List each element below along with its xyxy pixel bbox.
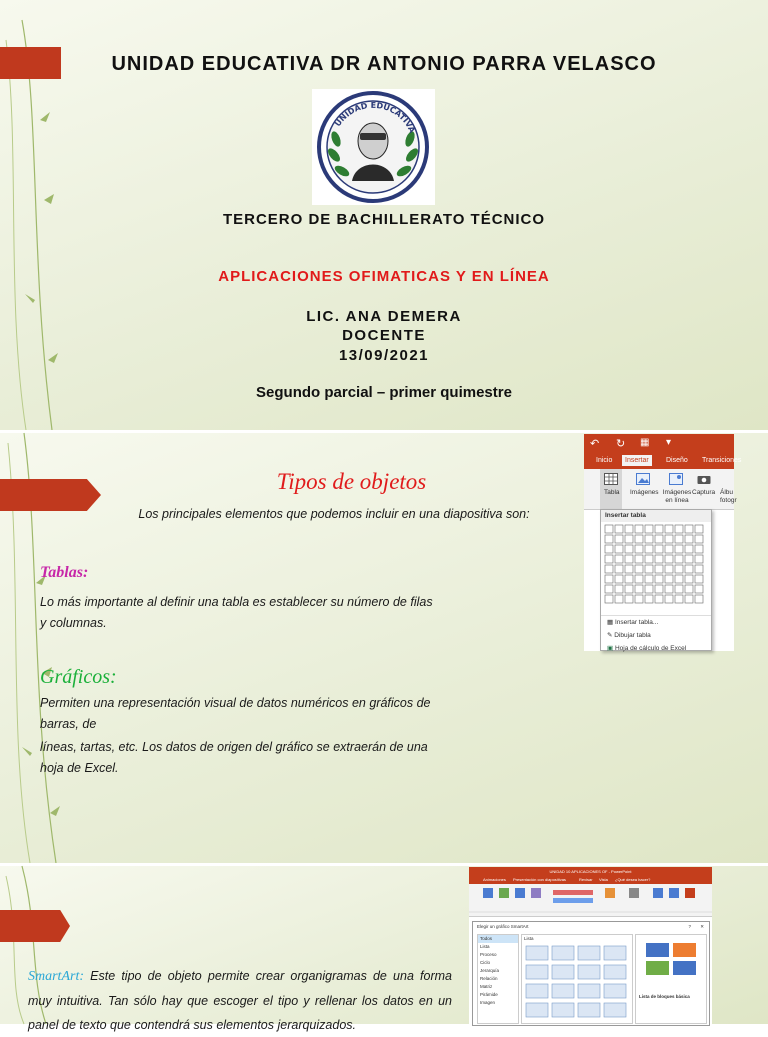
grid-cell bbox=[625, 595, 633, 603]
grid-cell bbox=[605, 595, 613, 603]
layout-thumbnail bbox=[578, 984, 600, 998]
category-item[interactable]: Imagen bbox=[480, 1000, 496, 1005]
layout-thumbnail bbox=[604, 984, 626, 998]
grid-cell bbox=[675, 535, 683, 543]
album-label: Álbu fotogr bbox=[720, 489, 737, 504]
grid-cell bbox=[605, 525, 613, 533]
menu-header: Insertar tabla bbox=[601, 510, 711, 522]
tabla-button[interactable] bbox=[600, 469, 622, 509]
grid-cell bbox=[605, 545, 613, 553]
tab-transiciones[interactable]: Transiciones bbox=[702, 457, 742, 464]
table-icon bbox=[604, 473, 618, 485]
grid-cell bbox=[655, 545, 663, 553]
grid-cell bbox=[695, 555, 703, 563]
grid-cell bbox=[695, 535, 703, 543]
menu-item-excel-sheet[interactable]: ▣ Hoja de cálculo de Excel bbox=[607, 645, 687, 652]
grid-icon: ▦ bbox=[607, 619, 615, 626]
layout-gallery bbox=[521, 934, 633, 1024]
pencil-icon: ✎ bbox=[607, 632, 615, 639]
category-item[interactable]: Ciclo bbox=[480, 960, 491, 965]
album-button[interactable] bbox=[720, 469, 736, 509]
school-name: UNIDAD EDUCATIVA DR ANTONIO PARRA VELASCO bbox=[111, 53, 657, 75]
grid-cell bbox=[625, 535, 633, 543]
grid-cell bbox=[615, 565, 623, 573]
grid-cell bbox=[645, 535, 653, 543]
grid-cell bbox=[695, 545, 703, 553]
layout-thumbnail bbox=[578, 946, 600, 960]
gallery-header: Lista bbox=[524, 936, 534, 941]
grid-cell bbox=[685, 565, 693, 573]
imagenes-label: Imágenes bbox=[630, 489, 659, 496]
tab-animaciones[interactable]: Animaciones bbox=[483, 877, 506, 882]
graficos-text-1: Permiten una representación visual de datos numéricos en gráficos de barras, de bbox=[40, 696, 431, 731]
period-label: Segundo parcial – primer quimestre bbox=[256, 384, 512, 401]
grid-cell bbox=[685, 525, 693, 533]
grid-cell bbox=[695, 585, 703, 593]
grid-cell bbox=[685, 595, 693, 603]
ribbon-screenshot bbox=[584, 434, 742, 652]
grid-cell bbox=[605, 575, 613, 583]
slide-3 bbox=[0, 866, 768, 1032]
grid-cell bbox=[625, 565, 633, 573]
menu-item-insert-table[interactable]: ▦ Insertar tabla... bbox=[607, 619, 659, 626]
tab-revisar[interactable]: Revisar bbox=[579, 877, 593, 882]
tab-vista[interactable]: Vista bbox=[599, 877, 608, 882]
layout-thumbnail bbox=[578, 1003, 600, 1017]
preview-pane bbox=[635, 934, 707, 1024]
imagenes-en-linea-button[interactable] bbox=[661, 469, 691, 509]
grid-cell bbox=[645, 565, 653, 573]
grid-cell bbox=[645, 545, 653, 553]
captura-label: Captura bbox=[692, 489, 716, 496]
seal-text: UNIDAD EDUCATIVA bbox=[333, 100, 417, 135]
subject-label: APLICACIONES OFIMATICAS Y EN LÍNEA bbox=[218, 268, 550, 285]
grid-cell bbox=[655, 565, 663, 573]
grid-cell bbox=[605, 535, 613, 543]
accent-tab bbox=[0, 910, 70, 942]
grid-cell bbox=[675, 525, 683, 533]
layout-thumbnails[interactable] bbox=[522, 942, 632, 1022]
category-item[interactable]: Pirámide bbox=[480, 992, 498, 997]
tabla-label: Tabla bbox=[604, 489, 620, 496]
graficos-text-2: líneas, tartas, etc. Los datos de origen del gráfico se extraerán de una hoja de Excel. bbox=[40, 740, 428, 775]
grid-cell bbox=[645, 575, 653, 583]
more-icon[interactable]: ▾ bbox=[666, 437, 672, 448]
grid-cell bbox=[655, 575, 663, 583]
grid-cell bbox=[695, 565, 703, 573]
grid-cell bbox=[685, 535, 693, 543]
grid-cell bbox=[685, 555, 693, 563]
layout-thumbnail bbox=[526, 1003, 548, 1017]
grid-cell bbox=[625, 555, 633, 563]
tab-inicio[interactable]: Inicio bbox=[596, 457, 613, 464]
tab-presentacion[interactable]: Presentación con diapositivas bbox=[513, 877, 566, 882]
table-grid-picker[interactable] bbox=[601, 522, 711, 610]
tablas-heading: Tablas: bbox=[40, 564, 89, 581]
present-icon[interactable]: ▦ bbox=[640, 437, 650, 448]
layout-thumbnail bbox=[604, 946, 626, 960]
category-item[interactable]: Relación bbox=[480, 976, 498, 981]
help-icon[interactable]: ? bbox=[688, 924, 691, 929]
grid-cell bbox=[615, 545, 623, 553]
smartart-screenshot bbox=[469, 867, 712, 1024]
grid-cell bbox=[685, 585, 693, 593]
slide-1 bbox=[0, 0, 768, 430]
grid-cell bbox=[655, 535, 663, 543]
ribbon-buttons bbox=[584, 469, 737, 510]
ribbon-icons bbox=[469, 884, 712, 916]
grid-cell bbox=[635, 565, 643, 573]
tab-diseno[interactable]: Diseño bbox=[666, 457, 688, 464]
intro-text: Los principales elementos que podemos incluir en una diapositiva son: bbox=[138, 507, 530, 521]
preview-caption: Lista de bloques básica bbox=[639, 994, 690, 999]
layout-thumbnail bbox=[526, 984, 548, 998]
image-icon bbox=[636, 473, 650, 485]
grid-cell bbox=[615, 535, 623, 543]
grid-cell bbox=[665, 555, 673, 563]
grid-cell bbox=[665, 565, 673, 573]
grid-cell bbox=[685, 575, 693, 583]
grid-cell bbox=[675, 595, 683, 603]
grid-cell bbox=[665, 585, 673, 593]
grid-cell bbox=[665, 545, 673, 553]
grid-cell bbox=[635, 555, 643, 563]
captura-button[interactable] bbox=[692, 469, 716, 509]
category-item[interactable]: Todos bbox=[478, 935, 518, 943]
grid-cell bbox=[695, 525, 703, 533]
slide-2 bbox=[0, 433, 768, 863]
grid-cell bbox=[665, 575, 673, 583]
layout-thumbnail bbox=[604, 965, 626, 979]
close-icon[interactable]: ✕ bbox=[700, 924, 704, 929]
school-seal-logo bbox=[312, 89, 435, 205]
quick-access-bar bbox=[584, 434, 734, 455]
tablas-text: Lo más importante al definir una tabla es establecer su número de filas y columnas. bbox=[40, 595, 433, 630]
category-list bbox=[477, 934, 519, 1024]
layout-thumbnail bbox=[526, 965, 548, 979]
layout-thumbnail bbox=[578, 965, 600, 979]
smartart-text: Este tipo de objeto permite crear organigramas de una forma muy intuitiva. Tan sólo hay que escoger el tipo y rellenar los datos en un panel de texto que contendrá sus elementos jerarquizados. bbox=[28, 969, 452, 1032]
grid-cell bbox=[625, 525, 633, 533]
ribbon-tabs bbox=[584, 455, 742, 469]
grid-cell bbox=[635, 545, 643, 553]
ribbon-tabs bbox=[469, 876, 712, 884]
tab-help[interactable]: ¿Qué desea hacer? bbox=[615, 877, 651, 882]
grid-cell bbox=[675, 565, 683, 573]
grid-cell bbox=[635, 575, 643, 583]
grid-cell bbox=[665, 535, 673, 543]
smartart-label: SmartArt: bbox=[28, 969, 84, 984]
grid-cell bbox=[615, 585, 623, 593]
grid-cell bbox=[675, 545, 683, 553]
grid-cell bbox=[635, 525, 643, 533]
window-title: UNIDAD 10 APLICACIONES OF - PowerPoint bbox=[469, 867, 712, 876]
teacher-role: DOCENTE bbox=[342, 327, 426, 344]
undo-icon[interactable]: ↶ bbox=[590, 438, 600, 450]
layout-thumbnail bbox=[604, 1003, 626, 1017]
grid-cell bbox=[615, 595, 623, 603]
teacher-name: LIC. ANA DEMERA bbox=[306, 308, 462, 325]
grid-cell bbox=[685, 545, 693, 553]
grid-cell bbox=[695, 595, 703, 603]
category-item[interactable]: Matriz bbox=[480, 984, 493, 989]
smartart-dialog bbox=[472, 921, 710, 1026]
grid-cell bbox=[655, 595, 663, 603]
grid-cell bbox=[645, 585, 653, 593]
layout-thumbnail bbox=[552, 984, 574, 998]
grid-cell bbox=[635, 535, 643, 543]
grid-cell bbox=[605, 565, 613, 573]
category-item[interactable]: Jerarquía bbox=[480, 968, 500, 973]
layout-thumbnail bbox=[552, 1003, 574, 1017]
category-item[interactable]: Proceso bbox=[480, 952, 497, 957]
grid-cell bbox=[615, 555, 623, 563]
layout-thumbnail bbox=[552, 946, 574, 960]
smartart-paragraph bbox=[28, 964, 452, 1037]
grid-cell bbox=[605, 585, 613, 593]
grid-cell bbox=[645, 595, 653, 603]
menu-items bbox=[601, 615, 711, 655]
grid-cell bbox=[665, 595, 673, 603]
grid-cell bbox=[625, 585, 633, 593]
date-label: 13/09/2021 bbox=[338, 347, 430, 364]
layout-thumbnail bbox=[552, 965, 574, 979]
excel-icon: ▣ bbox=[607, 645, 615, 652]
grid-cell bbox=[615, 575, 623, 583]
grid-cell bbox=[625, 545, 633, 553]
grid-cell bbox=[655, 585, 663, 593]
grid-cell bbox=[675, 585, 683, 593]
menu-item-draw-table[interactable]: ✎ Dibujar tabla bbox=[607, 632, 651, 639]
online-image-icon bbox=[669, 473, 683, 485]
grid-cell bbox=[645, 555, 653, 563]
preview-graphic bbox=[636, 935, 706, 989]
repeat-icon[interactable]: ↻ bbox=[616, 438, 626, 450]
graficos-heading: Gráficos: bbox=[40, 666, 117, 688]
grid-cell bbox=[655, 525, 663, 533]
camera-icon bbox=[697, 473, 711, 485]
grid-cell bbox=[635, 585, 643, 593]
category-item[interactable]: Lista bbox=[480, 944, 490, 949]
imagenes-en-linea-label: Imágenes en línea bbox=[662, 489, 692, 504]
grid-cell bbox=[675, 555, 683, 563]
grid-cell bbox=[695, 575, 703, 583]
grid-cell bbox=[645, 525, 653, 533]
insert-table-menu bbox=[600, 509, 712, 651]
slide-title: Tipos de objetos bbox=[276, 469, 427, 494]
ribbon-groups bbox=[469, 884, 712, 917]
layout-thumbnail bbox=[526, 946, 548, 960]
grid-cell bbox=[675, 575, 683, 583]
imagenes-button[interactable] bbox=[630, 469, 658, 509]
grade-label: TERCERO DE BACHILLERATO TÉCNICO bbox=[222, 211, 546, 228]
grid-cell bbox=[615, 525, 623, 533]
dialog-title bbox=[473, 922, 709, 931]
grid-cell bbox=[625, 575, 633, 583]
tab-insertar[interactable]: Insertar bbox=[622, 455, 652, 466]
grid-cell bbox=[655, 555, 663, 563]
dialog-title-text: Elegir un gráfico SmartArt bbox=[477, 924, 529, 929]
grid-cell bbox=[665, 525, 673, 533]
grid-cell bbox=[605, 555, 613, 563]
grid-cell bbox=[635, 595, 643, 603]
